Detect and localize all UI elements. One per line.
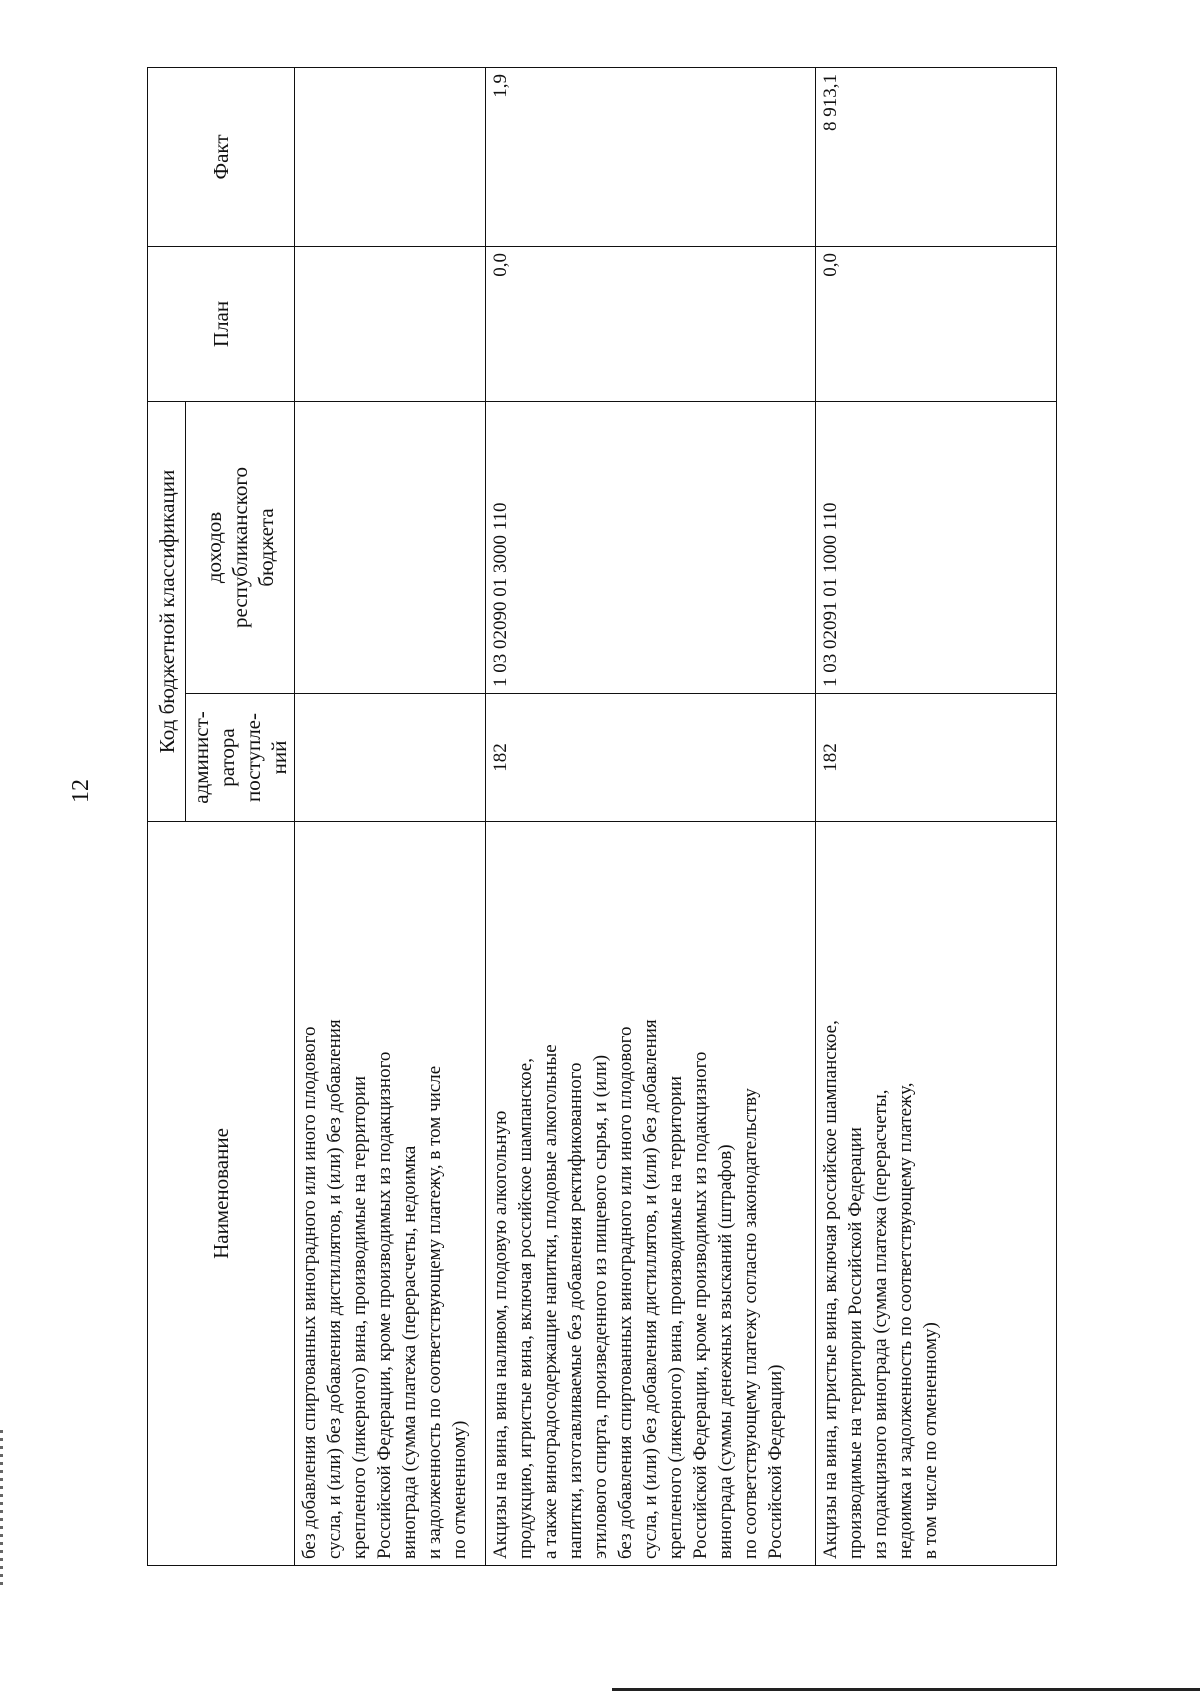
row-plan: 0,0 <box>486 246 816 401</box>
row-code <box>295 401 486 693</box>
scan-edge-marks <box>0 1430 3 1590</box>
page-number: 12 <box>68 779 94 803</box>
row-code: 1 03 02091 01 1000 110 <box>816 401 1057 693</box>
budget-table-container <box>147 68 1057 1566</box>
row-plan: 0,0 <box>816 246 1057 401</box>
row-fact: 8 913,1 <box>816 67 1057 246</box>
header-plan: План <box>148 246 295 401</box>
row-admin: 182 <box>816 694 1057 822</box>
table-row <box>295 67 486 1565</box>
row-name: Акцизы на вина, игристые вина, включая российское шампанское, производимые на территории Российской Федерации из подакцизного винограда (сумма платежа (перерасчеты, недоимка и задолженность по соответствующему платежу, в том числе по отмененному) <box>816 822 1057 1566</box>
row-admin: 182 <box>486 694 816 822</box>
header-admin: админист- ратора поступле- ний <box>186 694 295 822</box>
table-row <box>486 67 816 1565</box>
row-name: без добавления спиртованных виноградного или иного плодового сусла, и (или) без добавления дистиллятов, и (или) без добавления крепленого (ликерного) вина, производимые на территории Российской Федерации, кроме производимых из подакцизного винограда (сумма платежа (перерасчеты, недоимка и задолженность по соответствующему платежу, в том числе по отмененному) <box>295 822 486 1566</box>
budget-table-rotated <box>147 68 1057 1566</box>
budget-table <box>147 67 1057 1566</box>
table-row <box>816 67 1057 1565</box>
row-admin <box>295 694 486 822</box>
row-code: 1 03 02090 01 3000 110 <box>486 401 816 693</box>
scan-edge-rule <box>612 1688 1200 1691</box>
row-fact: 1,9 <box>486 67 816 246</box>
row-fact <box>295 67 486 246</box>
header-fact: Факт <box>148 67 295 246</box>
header-budget-code-group: Код бюджетной классификации <box>148 401 186 821</box>
header-name: Наименование <box>148 822 295 1566</box>
row-name: Акцизы на вина, вина наливом, плодовую алкогольную продукцию, игристые вина, включая российское шампанское, а также виноградосодержащие напитки, плодовые алкогольные напитки, изготавливаемые без добавления ректификованного этилового спирта, произведенного из пищевого сырья, и (или) без добавления спиртованных виноградного или иного плодового сусла, и (или) без добавления дистиллятов, и (или) без добавления крепленого (ликерного) вина, производимые на территории Российской Федерации, кроме производимых из подакцизного винограда (суммы денежных взысканий (штрафов) по соответствующему платежу согласно законодательству Российской Федерации) <box>486 822 816 1566</box>
row-plan <box>295 246 486 401</box>
header-income: доходов республиканского бюджета <box>186 401 295 693</box>
